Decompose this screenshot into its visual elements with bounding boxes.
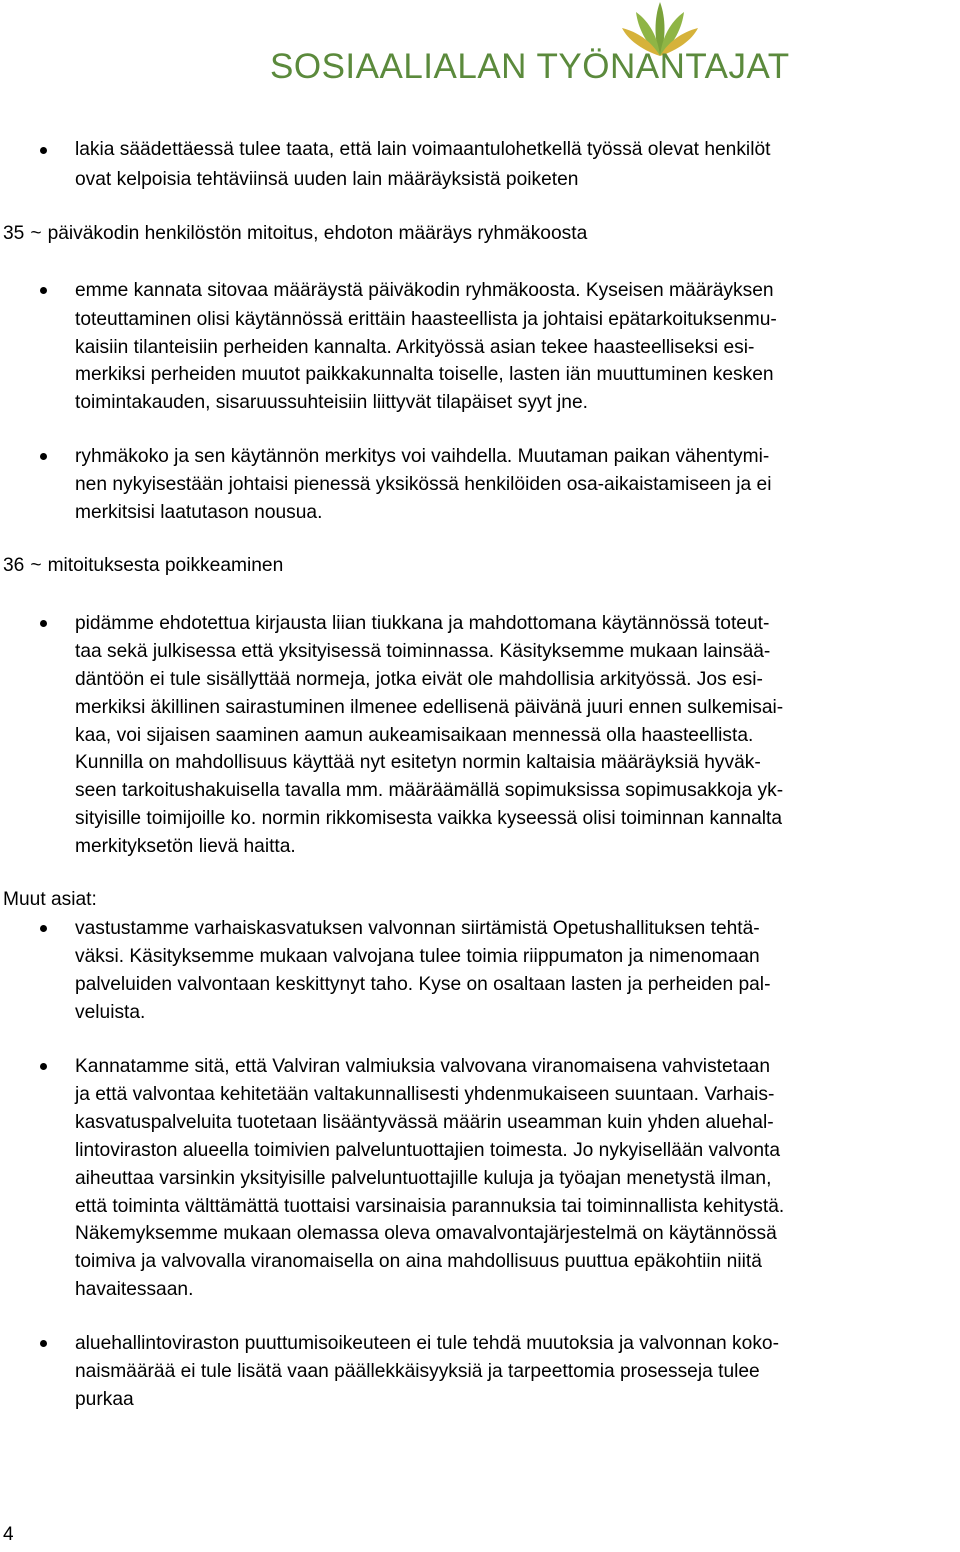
paragraph-line: ovat kelpoisia tehtäviinsä uuden lain määräyksistä poiketen xyxy=(75,169,579,190)
paragraph-line: aiheuttaa varsinkin yksityisille palveluntuottajille kuluja ja työajan menetystä ilman, xyxy=(75,1168,772,1189)
paragraph-line: taa sekä julkisessa että yksityisessä toiminnassa. Käsityksemme mukaan lainsää- xyxy=(75,641,771,662)
bullet-icon xyxy=(40,925,47,932)
paragraph-line: emme kannata sitovaa määräystä päiväkodin ryhmäkoosta. Kyseisen määräyksen xyxy=(75,280,774,301)
paragraph-line: toimintakauden, sisaruussuhteisiin liittyvät tilapäiset syyt jne. xyxy=(75,392,588,413)
paragraph-line: kaa, voi sijaisen saaminen aamun aukeamisaikaan mennessä olla haasteellista. xyxy=(75,725,754,746)
paragraph-line: merkiksi äkillinen sairastuminen ilmenee edellisenä päivänä juuri ennen sulkemisai- xyxy=(75,697,784,718)
bullet-icon xyxy=(40,1063,47,1070)
paragraph-line: purkaa xyxy=(75,1389,134,1410)
logo xyxy=(262,0,790,100)
paragraph-line: däntöön ei tule sisällyttää normeja, jotka eivät ole mahdollisia arkityössä. Jos esi- xyxy=(75,669,763,690)
section-number: 36 xyxy=(3,555,25,576)
paragraph-line: vastustamme varhaiskasvatuksen valvonnan siirtämistä Opetushallituksen tehtä- xyxy=(75,918,760,939)
paragraph-line: aluehallintoviraston puuttumisoikeuteen ei tule tehdä muutoksia ja valvonnan koko- xyxy=(75,1333,779,1354)
paragraph-line: toteuttaminen olisi käytännössä erittäin haasteellista ja johtaisi epätarkoituksenmu- xyxy=(75,309,777,330)
section-title: mitoituksesta poikkeaminen xyxy=(47,555,284,576)
muut-asiat-heading: Muut asiat: xyxy=(3,889,97,910)
paragraph-line: sityisille toimijoille ko. normin rikkomisesta vaikka kyseessä olisi toiminnan kannalta xyxy=(75,808,783,829)
paragraph-line: ja että valvontaa kehitetään valtakunnallisesti yhdenmukaiseen suuntaan. Varhais- xyxy=(75,1084,775,1105)
paragraph-line: havaitessaan. xyxy=(75,1279,194,1300)
paragraph-line: Kunnilla on mahdollisuus käyttää nyt esitetyn normin kaltaisia määräyksiä hyväk- xyxy=(75,752,761,773)
bullet-icon xyxy=(40,287,47,294)
paragraph-line: Kannatamme sitä, että Valviran valmiuksia valvovana viranomaisena vahvistetaan xyxy=(75,1056,771,1077)
paragraph-line: kaisiin tilanteisiin perheiden kannalta. Arkityössä asian tekee haasteelliseksi esi- xyxy=(75,337,755,358)
bullet-icon xyxy=(40,453,47,460)
paragraph-line: pidämme ehdotettua kirjausta liian tiukkana ja mahdottomana käytännössä toteut- xyxy=(75,613,770,634)
paragraph-line: lakia säädettäessä tulee taata, että lain voimaantulohetkellä työssä olevat henkilöt xyxy=(75,139,771,160)
paragraph-line: naismäärää ei tule lisätä vaan päällekkäisyyksiä ja tarpeettomia prosesseja tulee xyxy=(75,1361,760,1382)
bullet-icon xyxy=(40,620,47,627)
paragraph-line: merkityksetön lievä haitta. xyxy=(75,836,296,857)
paragraph-line: että toiminta välttämättä tuottaisi varsinaisia parannuksia tai toiminnallista kehitystä. xyxy=(75,1196,785,1217)
bullet-icon xyxy=(40,147,47,154)
section-sign: ~ xyxy=(30,223,42,244)
section-heading-36 xyxy=(3,550,283,582)
paragraph-line: merkitsisi laatutason nousua. xyxy=(75,502,323,523)
paragraph-line: väksi. Käsityksemme mukaan valvojana tulee toimia riippumaton ja nimenomaan xyxy=(75,946,760,967)
paragraph-line: veluista. xyxy=(75,1002,146,1023)
paragraph-line: nen nykyisestään johtaisi pienessä yksikössä henkilöiden osa-aikaistamiseen ja ei xyxy=(75,474,772,495)
paragraph-line: Näkemyksemme mukaan olemassa oleva omavalvontajärjestelmä on käytännössä xyxy=(75,1223,777,1244)
paragraph-line: merkiksi perheiden muutot paikkakunnalta toiselle, lasten iän muuttuminen kesken xyxy=(75,364,774,385)
page-number: 4 xyxy=(3,1524,14,1545)
paragraph-line: palveluiden valvontaan keskittynyt taho. Kyse on osaltaan lasten ja perheiden pal- xyxy=(75,974,771,995)
logo-text: SOSIAALIALAN TYÖNANTAJAT xyxy=(270,47,790,86)
paragraph-line: kasvatuspalveluita tuotetaan lisääntyvässä määrin useamman kuin yhden aluehal- xyxy=(75,1112,774,1133)
section-title: päiväkodin henkilöstön mitoitus, ehdoton määräys ryhmäkoosta xyxy=(47,223,588,244)
bullet-icon xyxy=(40,1340,47,1347)
section-heading-35 xyxy=(3,218,587,250)
paragraph-line: ryhmäkoko ja sen käytännön merkitys voi vaihdella. Muutaman paikan vähentymi- xyxy=(75,446,770,467)
paragraph-line: toimiva ja valvovalla viranomaisella on aina mahdollisuus puuttua epäkohtiin niitä xyxy=(75,1251,762,1272)
section-sign: ~ xyxy=(30,555,42,576)
section-number: 35 xyxy=(3,223,25,244)
paragraph-line: lintoviraston alueella toimivien palveluntuottajien toimesta. Jo nykyisellään valvonta xyxy=(75,1140,781,1161)
paragraph-line: seen tarkoitushakuisella tavalla mm. määräämällä sopimuksissa sopimusakkoja yk- xyxy=(75,780,784,801)
